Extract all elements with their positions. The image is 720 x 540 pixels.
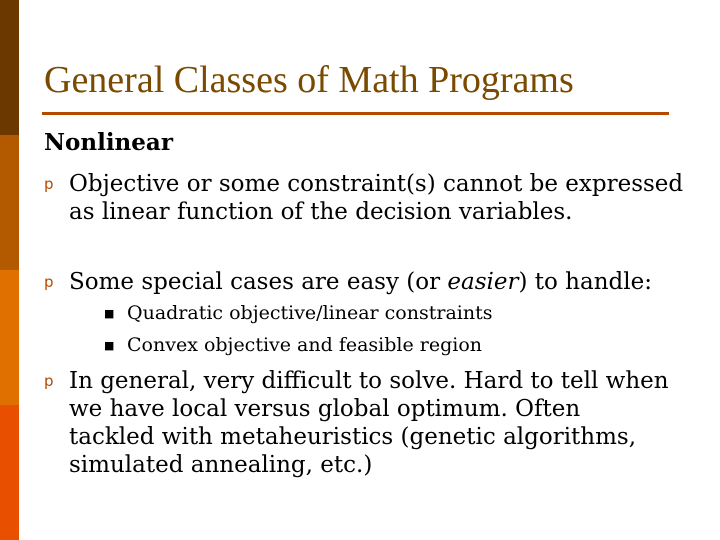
sidebar-color-bar xyxy=(0,0,19,540)
slide-title: General Classes of Math Programs xyxy=(44,59,574,101)
filled-square-icon: ■ xyxy=(104,339,115,352)
bullet-text xyxy=(69,268,709,296)
sidebar-band-upper-mid xyxy=(0,135,19,270)
bullet-item-3 xyxy=(44,367,669,479)
sidebar-band-bottom xyxy=(0,405,19,540)
hollow-square-icon: p xyxy=(44,175,54,193)
bullet-item-1 xyxy=(44,170,709,226)
bullet-text-emphasis: easier xyxy=(447,269,519,295)
sub-bullet-item-1 xyxy=(104,300,492,327)
section-heading: Nonlinear xyxy=(44,129,173,156)
filled-square-icon: ■ xyxy=(104,307,115,320)
title-underline xyxy=(42,112,669,115)
sidebar-band-lower-mid xyxy=(0,270,19,405)
sub-bullet-text: Quadratic objective/linear constraints xyxy=(127,302,493,324)
bullet-text-after: ) to handle: xyxy=(518,269,652,295)
hollow-square-icon: p xyxy=(44,372,54,390)
sidebar-band-top xyxy=(0,0,19,135)
sub-bullet-item-2 xyxy=(104,332,482,359)
hollow-square-icon: p xyxy=(44,273,54,291)
sub-bullet-text: Convex objective and feasible region xyxy=(127,334,483,356)
bullet-text-before: Some special cases are easy (or xyxy=(69,269,448,295)
bullet-text: Objective or some constraint(s) cannot be expressed as linear function of the decision variables. xyxy=(69,171,684,225)
bullet-text: In general, very difficult to solve. Hard to tell when we have local versus global optimum. Often tackled with metaheuristics (genetic algorithms, simulated annealing, etc.) xyxy=(69,368,669,478)
bullet-item-2 xyxy=(44,268,709,296)
